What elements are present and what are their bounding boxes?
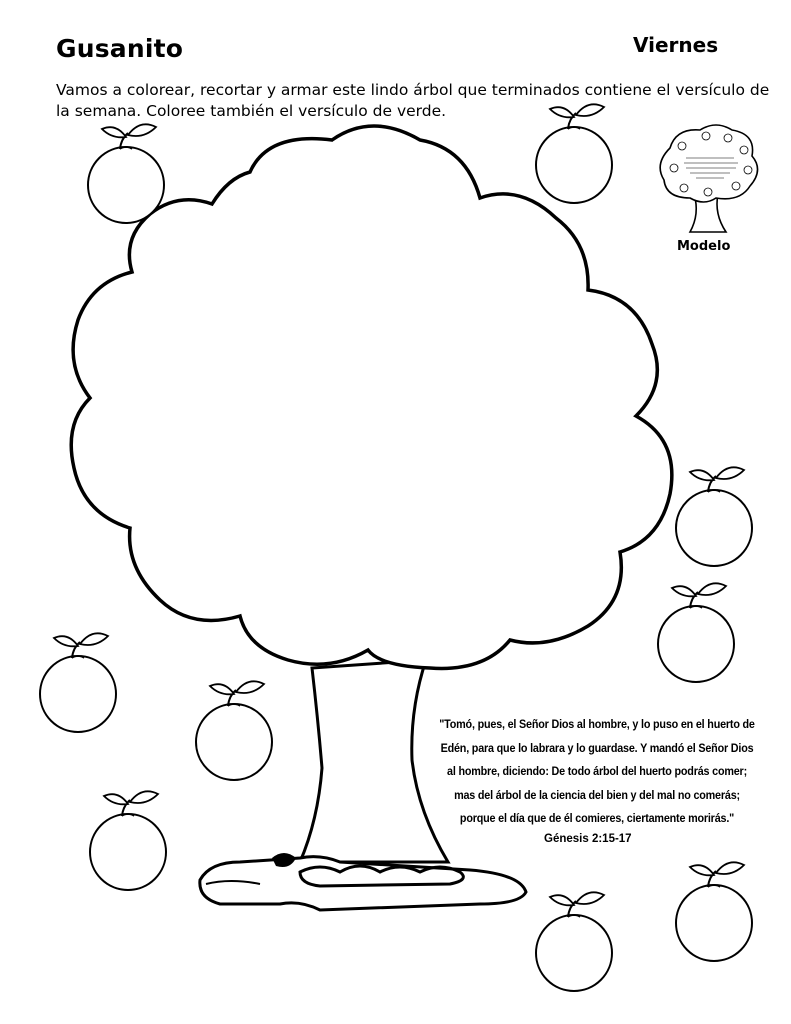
apple-icon — [536, 104, 612, 203]
instructions-text: Vamos a colorear, recortar y armar este lindo árbol que terminados contiene el versículo de la semana. Coloree también el versículo de verde. — [56, 81, 770, 120]
tree-model-thumbnail — [660, 125, 757, 232]
apple-icon — [658, 583, 734, 682]
tree-canopy — [71, 126, 672, 668]
day-label: Viernes — [633, 33, 719, 57]
apple-icon — [676, 862, 752, 961]
model-label: Modelo — [677, 239, 731, 254]
apple-icon — [88, 124, 164, 223]
verse-reference: Génesis 2:15-17 — [544, 833, 632, 845]
page-title: Gusanito — [56, 34, 184, 63]
apple-icon — [90, 791, 166, 890]
apple-icon — [196, 681, 272, 780]
apple-icon — [676, 467, 752, 566]
apple-icon — [536, 892, 612, 991]
apple-icon — [40, 633, 116, 732]
bible-verse: "Tomó, pues, el Señor Dios al hombre, y lo puso en el huerto de Edén, para que lo labrara y lo guardase. Y mandó el Señor Dios al hombre, diciendo: De todo árbol del huerto podrás comer; mas del árbol de la ciencia del bien y del mal no comerás; porque el día que de él comieres, ciertamente morirás." — [439, 718, 755, 825]
